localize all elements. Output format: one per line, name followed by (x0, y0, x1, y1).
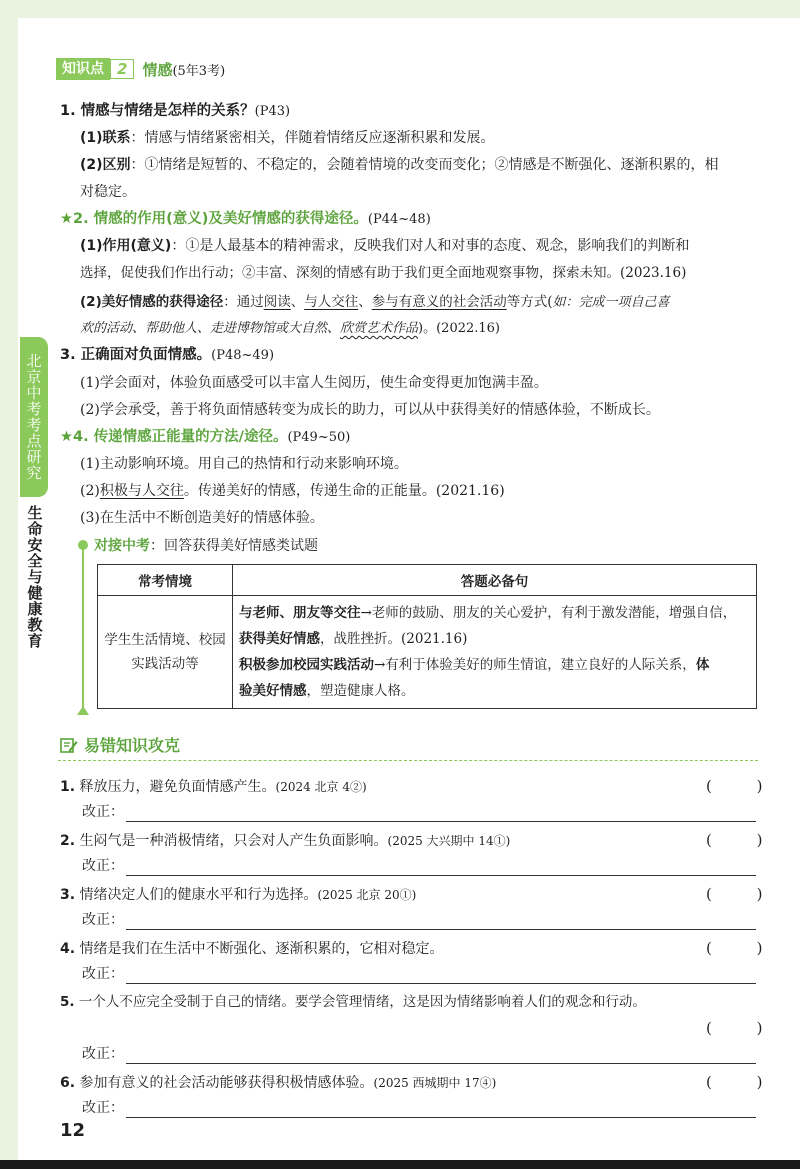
fix-label: 改正： (82, 804, 124, 820)
note-pencil-icon (60, 736, 78, 754)
q1-title (60, 101, 290, 122)
error-section-title: 易错知识攻克 (84, 736, 181, 755)
ans-bold-5: 验美好情感 (239, 683, 307, 699)
ans-bold-3: 积极参加校园实践活动 (239, 657, 374, 673)
q1-b-cont: 对稳定。 (80, 184, 136, 200)
q1-title-text: 1. 情感与情绪是怎样的关系？ (60, 103, 255, 119)
kp-label: 知识点 (56, 58, 110, 80)
bridge-text: ：回答获得美好情感类试题 (150, 538, 318, 554)
q2-a-text: ：①是人最基本的精神需求，反映我们对人和对事的态度、观念，影响我们的判断和 (171, 238, 690, 254)
q2-b-end: )。(2022.16) (418, 321, 501, 336)
q3-a: (1)学会面对，体验负面感受可以丰富人生阅历，使生命变得更加饱满丰盈。 (80, 375, 548, 391)
exam-table (97, 564, 757, 709)
error-text: 释放压力，避免负面情感产生。 (79, 779, 276, 795)
error-item-6 (60, 1073, 496, 1093)
error-text: 情绪决定人们的健康水平和行为选择。 (79, 887, 318, 903)
q4-b-pre: (2) (80, 483, 100, 499)
q4-ref: (P49~50) (287, 430, 351, 445)
q2-b-example: 如：完成一项自己喜 (552, 295, 670, 310)
q2-b-example2: 欢的活动、帮助他人、走进博物馆或大自然、 (80, 321, 341, 336)
fix-answer-line[interactable] (126, 929, 756, 930)
ans-bold-2: 获得美好情感 (239, 631, 320, 647)
bridge-line (82, 546, 84, 712)
table-cell-context: 学生生活情境、校园实践活动等 (98, 596, 233, 709)
q2-a-cont: 选择，促使我们作出行动；②丰富、深刻的情感有助于我们更全面地观察事物，探索未知。(2023.16) (80, 265, 687, 281)
q2-b-label: (2)美好情感的获得途径 (80, 294, 224, 310)
page-number: 12 (60, 1120, 86, 1141)
q4-title (60, 427, 350, 448)
q4-c: (3)在生活中不断创造美好的情感体验。 (80, 510, 324, 526)
q2-a-label: (1)作用(意义) (80, 238, 172, 254)
q2-a (80, 236, 689, 256)
answer-paren[interactable]: ( ) (706, 885, 783, 903)
kp-title (142, 59, 225, 80)
error-section-header (60, 733, 180, 756)
answer-paren[interactable]: ( ) (706, 831, 783, 849)
error-num: 1. (60, 779, 76, 795)
q4-a: (1)主动影响环境。用自己的热情和行动来影响环境。 (80, 456, 408, 472)
answer-paren[interactable]: ( ) (706, 939, 783, 957)
q4-b-post: 。传递美好的情感，传递生命的正能量。(2021.16) (183, 483, 505, 499)
side-subject-label: 生命安全与健康教育 (25, 505, 44, 649)
q2-b-cont (80, 318, 500, 339)
ans-text-1: →老师的鼓励、朋友的关心爱护，有利于激发潜能，增强自信， (360, 605, 737, 621)
fix-answer-line[interactable] (126, 1063, 756, 1064)
fix-label: 改正： (82, 1046, 124, 1062)
error-source: (2025 北京 20①) (317, 888, 417, 902)
q1-b-label: (2)区别 (80, 157, 131, 173)
answer-paren[interactable]: ( ) (706, 1073, 783, 1091)
ans-text-3: →有利于体验美好的师生情谊，建立良好的人际关系， (374, 657, 696, 673)
fix-answer-line[interactable] (126, 875, 756, 876)
scan-edge (0, 1160, 800, 1169)
q1-ref: (P43) (254, 104, 291, 119)
fix-label: 改正： (82, 912, 124, 928)
kp-number: 2 (110, 59, 134, 79)
fix-answer-line[interactable] (126, 983, 756, 984)
bridge-label: 对接中考 (94, 538, 150, 554)
error-source: (2024 北京 4②) (275, 780, 367, 794)
ans-text-2: ，战胜挫折。(2021.16) (320, 631, 468, 647)
error-section-divider (58, 760, 758, 761)
side-tab (20, 337, 48, 497)
q2-b-activity: 参与有意义的社会活动 (371, 294, 507, 310)
q3-title (60, 345, 274, 366)
answer-paren[interactable]: ( ) (706, 1019, 783, 1037)
error-item-5 (60, 992, 646, 1012)
fix-answer-line[interactable] (126, 1117, 756, 1118)
answer-paren[interactable]: ( ) (706, 777, 783, 795)
error-item-4 (60, 939, 444, 959)
q3-b: (2)学会承受，善于将负面情感转变为成长的助力，可以从中获得美好的情感体验，不断成长。 (80, 402, 660, 418)
bridge-arrow-icon (77, 706, 89, 715)
table-cell-answer (233, 596, 757, 709)
error-source: (2025 大兴期中 14①) (387, 834, 511, 848)
q1-a-label: (1)联系 (80, 130, 131, 146)
error-item-2 (60, 831, 510, 851)
kp-title-text: 情感 (142, 60, 173, 79)
q2-b-pre: ：通过 (223, 294, 264, 310)
q2-title (60, 209, 431, 230)
error-num: 3. (60, 887, 76, 903)
q2-b-sep1: 、 (290, 294, 305, 310)
error-text: 情绪是我们在生活中不断强化、逐渐积累的，它相对稳定。 (79, 941, 444, 957)
q2-ref: (P44~48) (367, 212, 431, 227)
q1-b (80, 155, 719, 175)
table-header-row (98, 565, 757, 596)
table-header-answer: 答题必备句 (233, 565, 757, 596)
error-num: 6. (60, 1075, 76, 1091)
q3-ref: (P48~49) (211, 348, 275, 363)
q2-b-post: 等方式( (506, 294, 553, 310)
q1-b-text: ：①情绪是短暂的、不稳定的，会随着情境的改变而变化；②情感是不断强化、逐渐积累的，相 (130, 157, 719, 173)
q4-b-underlined: 积极与人交往 (99, 483, 184, 499)
error-num: 5. (60, 994, 75, 1010)
ans-bold-1: 与老师、朋友等交往 (239, 605, 361, 621)
table-header-context: 常考情境 (98, 565, 233, 596)
q1-a-text: ：情感与情绪紧密相关，伴随着情绪反应逐渐积累和发展。 (130, 130, 495, 146)
fix-label: 改正： (82, 966, 124, 982)
q2-b-interaction: 与人交往 (304, 294, 359, 310)
q2-b-sep2: 、 (358, 294, 372, 310)
q3-title-text: 3. 正确面对负面情感。 (60, 347, 212, 363)
error-num: 4. (60, 941, 76, 957)
q2-b-reading: 阅读 (263, 294, 291, 310)
kp-meta: (5年3考) (172, 63, 226, 79)
error-source: (2025 西城期中 17④) (373, 1076, 497, 1090)
q1-a (80, 128, 495, 148)
q2-title-text: ★2. 情感的作用(意义)及美好情感的获得途径。 (60, 211, 368, 227)
error-text: 参加有意义的社会活动能够获得积极情感体验。 (79, 1075, 374, 1091)
bridge-title (94, 536, 318, 556)
ans-text-4: ，塑造健康人格。 (306, 683, 415, 699)
q4-b (80, 481, 505, 501)
error-item-1 (60, 777, 367, 797)
error-text: 一个人不应完全受制于自己的情绪。要学会管理情绪，这是因为情绪影响着人们的观念和行动。 (78, 994, 646, 1010)
fix-label: 改正： (82, 858, 124, 874)
q4-title-text: ★4. 传递情感正能量的方法/途径。 (60, 429, 288, 445)
knowledge-point-header (56, 58, 225, 80)
table-row (98, 596, 757, 709)
q2-b-art: 欣赏艺术作品 (340, 321, 419, 336)
side-subject (22, 505, 48, 655)
fix-label: 改正： (82, 1100, 124, 1116)
fix-answer-line[interactable] (126, 821, 756, 822)
error-item-3 (60, 885, 416, 905)
q2-b (80, 292, 670, 313)
ans-bold-4: 体 (695, 657, 710, 673)
side-tab-label: 北京中考考点研究 (24, 353, 43, 481)
error-num: 2. (60, 833, 76, 849)
error-text: 生闷气是一种消极情绪，只会对人产生负面影响。 (79, 833, 388, 849)
